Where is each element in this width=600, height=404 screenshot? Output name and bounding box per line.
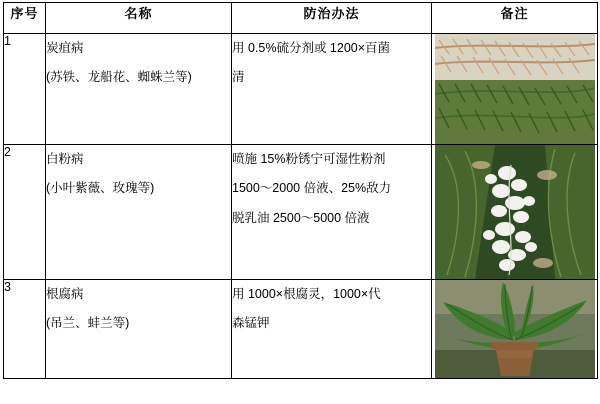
control-line: 脱乳油 2500～5000 倍液 [232, 210, 370, 225]
row-number: 1 [4, 34, 46, 145]
column-header-note: 备注 [432, 3, 598, 34]
control-line: 1500～2000 倍液、25%敌力 [232, 181, 392, 196]
row-note [432, 280, 598, 379]
row-number: 3 [4, 280, 46, 379]
row-control-method [232, 280, 432, 379]
table-header [4, 3, 598, 34]
table-row [4, 34, 598, 145]
affected-plants: (小叶紫薇、玫瑰等) [46, 181, 155, 196]
control-line: 森锰钾 [232, 316, 270, 331]
potted-green-plant-photo [435, 280, 595, 378]
control-line: 清 [232, 70, 245, 85]
column-header-no: 序号 [4, 3, 46, 34]
column-header-control: 防治办法 [232, 3, 432, 34]
row-note [432, 34, 598, 145]
control-line: 喷施 15%粉锈宁可湿性粉剂 [232, 152, 386, 166]
row-name [46, 34, 232, 145]
disease-name: 炭疽病 [46, 41, 84, 55]
table-row [4, 145, 598, 280]
plant-disease-table [3, 2, 598, 379]
row-name [46, 280, 232, 379]
column-header-name: 名称 [46, 3, 232, 34]
control-line: 用 0.5%硫分剂或 1200×百菌 [232, 41, 391, 55]
white-flower-spike-photo [435, 145, 595, 279]
row-number: 2 [4, 145, 46, 280]
disease-name: 白粉病 [46, 152, 84, 166]
table-row [4, 280, 598, 379]
row-control-method [232, 34, 432, 145]
disease-name: 根腐病 [46, 287, 84, 301]
palm-frond-photo [435, 34, 595, 144]
table-header-row [4, 3, 598, 34]
table-body [4, 34, 598, 379]
row-control-method [232, 145, 432, 280]
affected-plants: (苏铁、龙船花、蜘蛛兰等) [46, 70, 192, 85]
control-line: 用 1000×根腐灵，1000×代 [232, 287, 381, 301]
row-name [46, 145, 232, 280]
affected-plants: (吊兰、蚌兰等) [46, 316, 130, 331]
row-note [432, 145, 598, 280]
